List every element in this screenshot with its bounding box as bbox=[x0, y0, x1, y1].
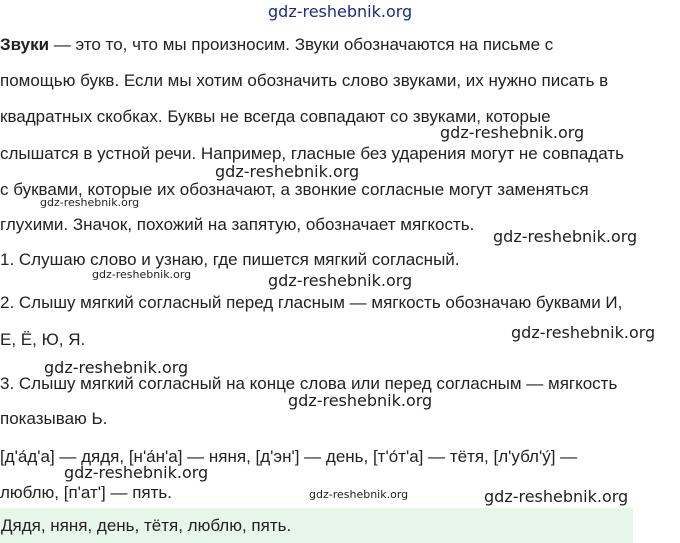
watermark: gdz-reshebnik.org bbox=[268, 271, 413, 290]
watermark: gdz-reshebnik.org bbox=[40, 196, 140, 209]
rule-item-3-line-1: 3. Слышу мягкий согласный на конце слова или перед согласным — мягкость bbox=[0, 374, 618, 393]
watermark: gdz-reshebnik.org bbox=[493, 227, 638, 246]
watermark: gdz-reshebnik.org bbox=[215, 162, 360, 181]
paragraph-line-2: помощью букв. Если мы хотим обозначить слово звуками, их нужно писать в bbox=[0, 71, 609, 90]
transcription-line-1: [д'а́д'а] — дядя, [н'а́н'а] — няня, [д'эн'] — день, [т'о́т'а] — тётя, [л'убл'у́] — bbox=[0, 447, 578, 466]
paragraph-line-1 bbox=[0, 35, 553, 55]
term-sounds: Звуки bbox=[0, 35, 50, 54]
watermark: gdz-reshebnik.org bbox=[309, 488, 409, 501]
watermark: gdz-reshebnik.org bbox=[92, 268, 192, 281]
rule-item-2-line-1: 2. Слышу мягкий согласный перед гласным — мягкость обозначаю буквами И, bbox=[0, 293, 623, 312]
paragraph-line-6: глухими. Значок, похожий на запятую, обозначает мягкость. bbox=[0, 215, 475, 234]
watermark: gdz-reshebnik.org bbox=[64, 463, 209, 482]
rule-item-2-line-2: Е, Ё, Ю, Я. bbox=[0, 330, 86, 349]
watermark-top: gdz-reshebnik.org bbox=[268, 2, 413, 21]
paragraph-line-5: с буквами, которые их обозначают, а звонкие согласные могут заменяться bbox=[0, 180, 589, 199]
answer-box bbox=[0, 508, 633, 543]
paragraph-line-4: слышатся в устной речи. Например, гласные без ударения могут не совпадать bbox=[0, 144, 624, 163]
watermark: gdz-reshebnik.org bbox=[440, 123, 585, 142]
watermark: gdz-reshebnik.org bbox=[44, 358, 189, 377]
rule-item-1: 1. Слушаю слово и узнаю, где пишется мягкий согласный. bbox=[0, 250, 460, 269]
watermark: gdz-reshebnik.org bbox=[288, 391, 433, 410]
watermark: gdz-reshebnik.org bbox=[511, 323, 656, 342]
paragraph-line-3: квадратных скобках. Буквы не всегда совпадают со звуками, которые bbox=[0, 107, 551, 126]
transcription-line-2: люблю, [п'ат'] — пять. bbox=[0, 483, 172, 502]
paragraph-line-1-rest: — это то, что мы произносим. Звуки обозначаются на письме с bbox=[49, 35, 554, 54]
answer-text: Дядя, няня, день, тётя, люблю, пять. bbox=[1, 516, 292, 535]
rule-item-3-line-2: показываю Ь. bbox=[0, 409, 108, 428]
watermark: gdz-reshebnik.org bbox=[484, 487, 629, 506]
